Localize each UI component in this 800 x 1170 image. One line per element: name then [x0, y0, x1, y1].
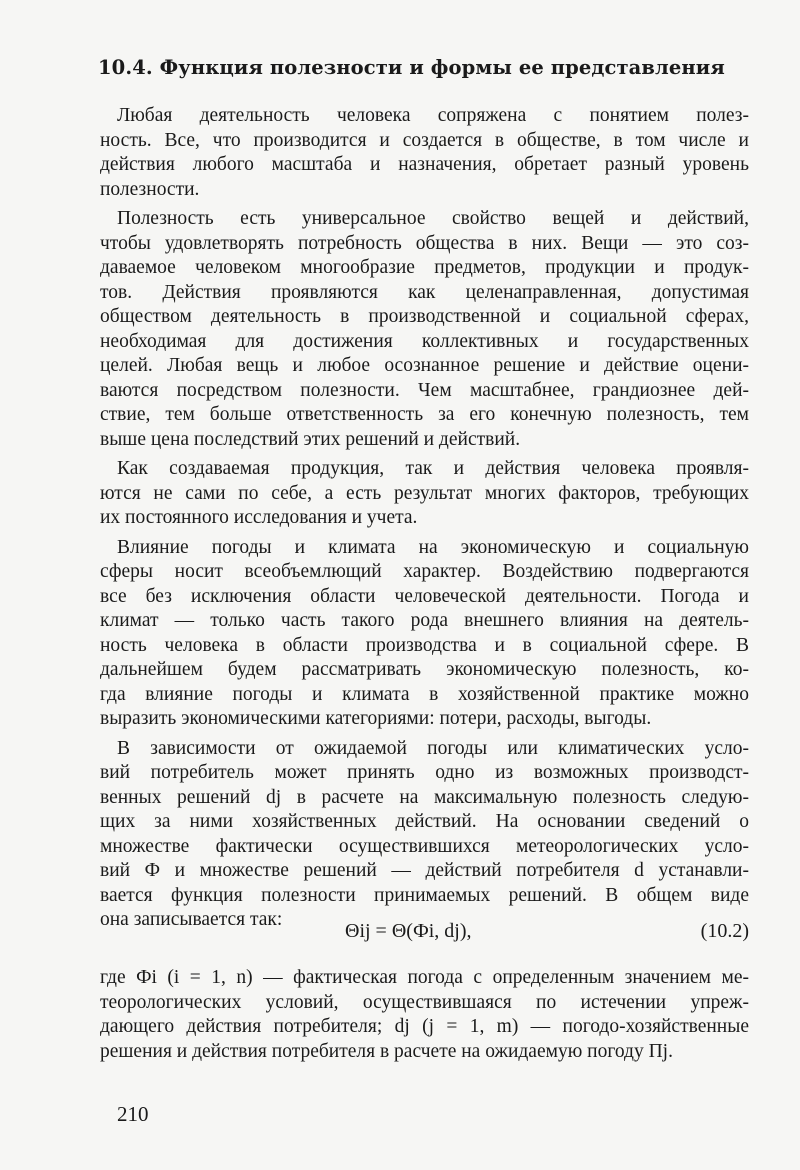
formula-10-2	[117, 920, 749, 950]
text-line: где Фi (i = 1, n) — фактическая погода с определенным значением ме-	[100, 967, 749, 988]
text-line: выше цена последствий этих решений и действий.	[100, 428, 521, 450]
paragraph-3	[100, 457, 749, 531]
section-heading: 10.4. Функция полезности и формы ее представления	[98, 56, 725, 79]
text-line: Как создаваемая продукция, так и действия человека проявля-	[117, 458, 749, 479]
text-line: дающего действия потребителя; dj (j = 1, m) — погодо-хозяйственные	[100, 1016, 749, 1037]
text-line: ствие, тем больше ответственность за его конечную полезность, тем	[100, 404, 749, 425]
text-line: выразить экономическими категориями: потери, расходы, выгоды.	[100, 708, 652, 729]
text-line: даваемое человеком многообразие предметов, продукции и продук-	[100, 257, 749, 278]
text-line: тов. Действия проявляются как целенаправленная, допустимая	[100, 281, 749, 303]
text-line: дальнейшем будем рассматривать экономическую полезность, ко-	[100, 659, 749, 680]
text-line: она записывается так:	[100, 909, 283, 930]
paragraph-4	[100, 536, 749, 732]
text-line: венных решений dj в расчете на максимальную полезность следую-	[100, 786, 749, 808]
text-line: ность. Все, что производится и создается в обществе, в том числе и	[100, 129, 749, 151]
text-line: Влияние погоды и климата на экономическую и социальную	[117, 536, 749, 558]
formula-explanation	[100, 966, 749, 1064]
text-line: В зависимости от ожидаемой погоды или климатических усло-	[117, 737, 749, 759]
page-number: 210	[117, 1102, 149, 1126]
text-line: Любая деятельность человека сопряжена с понятием полез-	[117, 105, 749, 126]
text-line: целей. Любая вещь и любое осознанное решение и действие оцени-	[100, 355, 749, 376]
text-line: сферы носит всеобъемлющий характер. Воздействию подвергаются	[100, 561, 749, 582]
text-line: решения и действия потребителя в расчете на ожидаемую погоду Пj.	[100, 1040, 673, 1062]
paragraph-5	[100, 737, 749, 933]
text-line: ются не сами по себе, а есть результат многих факторов, требующих	[100, 482, 749, 504]
text-line: теорологических условий, осуществившаяся по истечении упреж-	[100, 991, 749, 1013]
paragraph-2	[100, 207, 749, 452]
text-line: климат — только часть такого рода внешнего влияния на деятель-	[100, 610, 749, 631]
text-line: чтобы удовлетворять потребность общества в них. Вещи — это соз-	[100, 232, 749, 254]
text-line: действия любого масштаба и назначения, обретает разный уровень	[100, 154, 749, 175]
equation-number: (10.2)	[700, 920, 749, 942]
text-line: щих за ними хозяйственных действий. На основании сведений о	[100, 811, 749, 832]
paragraph-1	[100, 104, 749, 202]
text-line: вий Ф и множестве решений — действий потребителя d устанавли-	[100, 860, 749, 881]
text-line: гда влияние погоды и климата в хозяйственной практике можно	[100, 683, 749, 705]
text-line: множестве фактически осуществившихся метеорологических усло-	[100, 835, 749, 857]
main-text	[100, 104, 749, 933]
text-line: обществом деятельность в производственной и социальной сферах,	[100, 306, 749, 327]
text-line: все без исключения области человеческой деятельности. Погода и	[100, 585, 749, 607]
text-line: их постоянного исследования и учета.	[100, 507, 418, 528]
text-line: Полезность есть универсальное свойство вещей и действий,	[117, 208, 749, 229]
text-line: вается функция полезности принимаемых решений. В общем виде	[100, 884, 749, 906]
formula-expression: Θij = Θ(Фi, dj),	[345, 920, 472, 942]
text-line: необходимая для достижения коллективных и государственных	[100, 330, 749, 352]
text-line: ность человека в области производства и в социальной сфере. В	[100, 634, 749, 656]
text-line: полезности.	[100, 178, 200, 200]
text-line: вий потребитель может принять одно из возможных производст-	[100, 762, 749, 783]
text-line: ваются посредством полезности. Чем масштабнее, грандиознее дей-	[100, 379, 749, 401]
